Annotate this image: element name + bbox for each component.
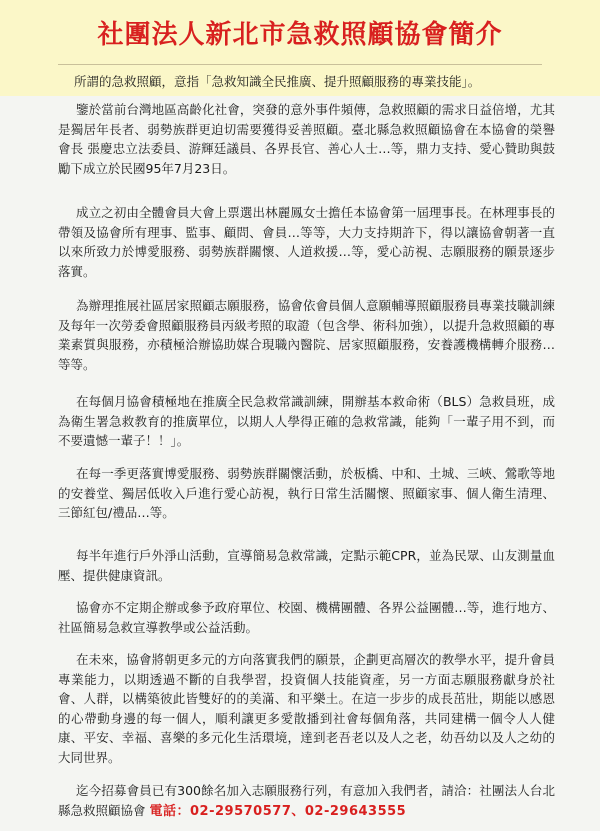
page-title: 社團法人新北市急救照顧協會簡介 xyxy=(97,20,503,50)
paragraph-public-events: 協會亦不定期企辦或參予政府單位、校園、機構團體、各界公益團體…等，進行地方、社區簡易急救宣導教學或公益活動。 xyxy=(58,600,555,635)
paragraph-founding: 鑒於當前台灣地區高齡化社會，突發的意外事件頻傳，急救照顧的需求日益倍增，尤其是獨居年長者、弱勢族群更迫切需要獲得妥善照顧。臺北縣急救照顧協會在本協會的榮譽會長 張慶忠立法委員、游輝廷議員、各界長官、善心人士…等，鼎力支持、愛心贊助與鼓勵下成立於民國95年7月23日。 xyxy=(58,102,555,176)
phone-label: 電話： xyxy=(149,803,191,819)
contact-text: 迄今招募會員已有300餘名加入志願服務行列，有意加入我們者，請洽：社團法人台北縣急救照顧協會 xyxy=(58,783,555,818)
paragraph-first-chair: 成立之初由全體會員大會上票選出林麗鳳女士擔任本協會第一屆理事長。在林理事長的帶領及協會所有理事、監事、顧問、會員…等等，大力支持期許下，得以讓協會朝著一直以來所致力於博愛服務、弱勢族群關懷、人道救援…等，愛心訪視、志願服務的願景逐步落實。 xyxy=(58,205,555,279)
title-divider xyxy=(58,64,542,65)
paragraph-contact xyxy=(58,781,555,821)
paragraph-outdoor-activity: 每半年進行戶外淨山活動，宣導簡易急救常識，定點示範CPR，並為民眾、山友測量血壓、提供健康資訊。 xyxy=(58,548,555,583)
paragraph-bls-training: 在每個月協會積極地在推廣全民急救常識訓練，開辦基本救命術（BLS）急救員班，成為衛生署急救教育的推廣單位，以期人人學得正確的急救常識，能夠「一輩子用不到，而不要遺憾一輩子！！」。 xyxy=(58,394,555,448)
paragraph-quarterly-visits: 在每一季更落實博愛服務、弱勢族群關懷活動，於板橋、中和、土城、三峽、鶯歌等地的安養堂、獨居低收入戶進行愛心訪視，執行日常生活關懷、照顧家事、個人衛生清理、三節紅包/禮品…等。 xyxy=(58,466,555,520)
paragraph-care-training: 為辦理推展社區居家照顧志願服務，協會依會員個人意願輔導照顧服務員專業技職訓練及每年一次勞委會照顧服務員丙級考照的取證（包含學、術科加強），以提升急救照顧的專業素質與服務，亦積極洽辦協助媒合現職內醫院、居家照顧服務，安養護機構轉介服務…等等。 xyxy=(58,298,555,372)
subtitle: 所謂的急救照顧，意指「急救知識全民推廣、提升照顧服務的專業技能」。 xyxy=(74,74,481,89)
paragraph-future-vision: 在未來，協會將朝更多元的方向落實我們的願景，企劃更高層次的教學水平，提升會員專業能力，以期透過不斷的自我學習，投資個人技能資產，另一方面志願服務獻身於社會、人群，以構築彼此皆雙好的的美滿、和平樂土。在這一步步的成長茁壯，期能以感恩的心帶動身邊的每一個人，順利讓更多愛散播到社會每個角落，共同建構一個令人人健康、平安、幸福、喜樂的多元化生活環境，達到老吾老以及人之老，幼吾幼以及人之幼的大同世界。 xyxy=(58,652,555,765)
header-banner xyxy=(0,0,600,96)
phone-numbers: 02-29570577、02-29643555 xyxy=(190,803,407,819)
